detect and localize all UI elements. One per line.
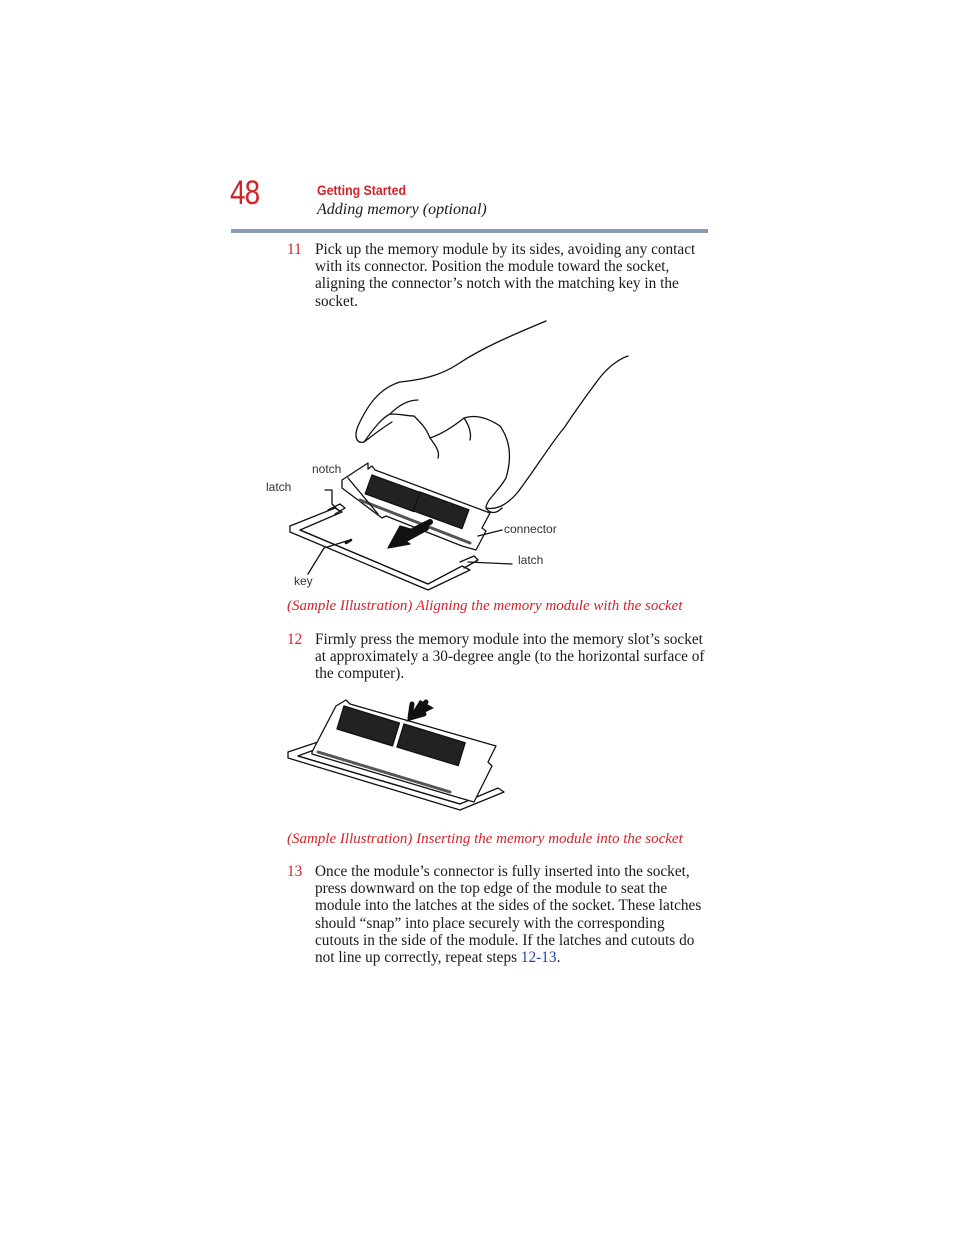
figure-inserting-module	[284, 692, 516, 812]
step-number: 11	[287, 241, 302, 258]
link-step-13[interactable]: 13	[541, 949, 557, 967]
link-step-12[interactable]: 12	[520, 949, 537, 967]
label-notch: notch	[312, 462, 342, 476]
step-text-part: Once the module’s connector is fully inserted into the socket, press downward on the top edge of the module to seat the module into the latches at the sides of the socket. These latches should “snap” into place securely with the corresponding cutouts in the side of the module. If the latches and cutouts do not line up correctly, repeat steps	[315, 863, 702, 967]
step-number: 13	[287, 863, 303, 880]
step-11	[287, 241, 712, 310]
section-title: Getting Started	[317, 182, 406, 198]
label-connector: connector	[504, 522, 557, 536]
label-latch-right: latch	[518, 553, 544, 567]
step-text	[315, 863, 712, 966]
label-key: key	[294, 574, 313, 588]
step-12	[287, 631, 712, 683]
figure-aligning-module	[250, 318, 570, 594]
figure1-caption: (Sample Illustration) Aligning the memory module with the socket	[287, 598, 683, 614]
page-number: 48	[230, 174, 260, 212]
step-number: 12	[287, 631, 303, 648]
header-rule	[231, 229, 708, 233]
figure2-caption: (Sample Illustration) Inserting the memory module into the socket	[287, 831, 683, 847]
memory-module	[312, 700, 496, 802]
step-text: Firmly press the memory module into the memory slot’s socket at approximately a 30-degree angle (to the horizontal surface of the computer).	[315, 631, 705, 683]
link-separator[interactable]: -	[536, 949, 542, 967]
subsection-title: Adding memory (optional)	[317, 201, 487, 218]
label-latch-left: latch	[266, 480, 292, 494]
step-text: Pick up the memory module by its sides, avoiding any contact with its connector. Position the module toward the socket, aligning the connector’s notch with the matching key in the socket.	[315, 241, 696, 310]
step-text-part: .	[556, 949, 561, 967]
step-13	[287, 863, 712, 966]
